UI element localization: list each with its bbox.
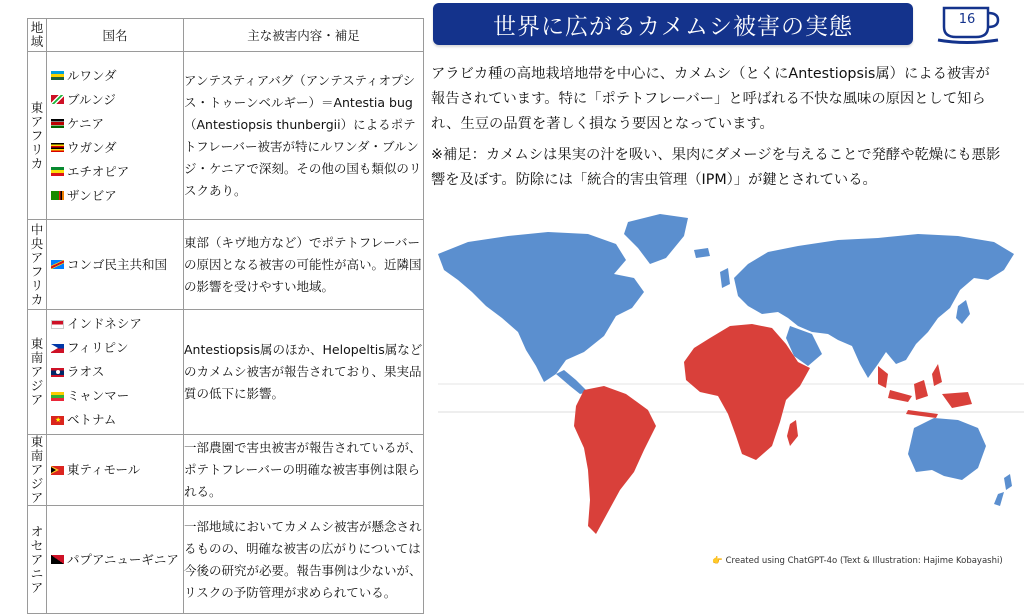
iceland-shape (694, 248, 710, 258)
region-cell: 東 南 ア ジ ア (28, 310, 47, 435)
png-flag-icon (51, 555, 64, 564)
intro-paragraph: アラビカ種の高地栽培地帯を中心に、カメムシ（とくにAntestiopsis属）による被害が報告されています。特に「ポテトフレーバー」と呼ばれる不快な風味の原因として知られ、生豆の品質を著しく損なう要因となっています。 (431, 66, 990, 132)
description-cell: 一部農園で害虫被害が報告されているが、ポテトフレーバーの明確な被害事例は限られる。 (184, 435, 424, 506)
rwanda-flag-icon (51, 71, 64, 80)
list-item (51, 184, 183, 208)
ethiopia-flag-icon (51, 167, 64, 176)
burundi-flag-icon (51, 95, 64, 104)
kenya-flag-icon (51, 119, 64, 128)
greenland-shape (624, 214, 688, 264)
list-item (51, 408, 183, 432)
list-item (51, 360, 183, 384)
list-item (51, 253, 183, 277)
note-paragraph: ※補足：カメムシは果実の汁を吸い、果肉にダメージを与えることで発酵や乾燥にも悪影響を及ぼす。防除には「統合的害虫管理（IPM）」が鍵とされている。 (431, 147, 1001, 188)
list-item (51, 384, 183, 408)
list-item (51, 336, 183, 360)
country-name: ルワンダ (67, 67, 117, 83)
country-name: インドネシア (67, 316, 142, 331)
southeast-asia-affected-shape (878, 364, 972, 418)
world-map (438, 214, 1024, 554)
header-country: 国名 (47, 19, 184, 52)
header-description: 主な被害内容・補足 (184, 19, 424, 52)
myanmar-flag-icon (51, 392, 64, 401)
country-name: ミャンマー (67, 388, 130, 403)
region-cell: 東 南 ア ジ ア (28, 435, 47, 506)
indonesia-flag-icon (51, 320, 64, 329)
country-name: ベトナム (67, 412, 117, 427)
philippines-flag-icon (51, 344, 64, 353)
list-item (51, 136, 183, 160)
region-cell: 中 央 ア フ リ カ (28, 220, 47, 310)
uk-shape (720, 268, 730, 288)
table-row (28, 506, 424, 614)
country-name: パプアニューギニア (67, 551, 179, 567)
country-cell (47, 310, 184, 435)
country-cell (47, 220, 184, 310)
description-cell: 東部（キヴ地方など）でポテトフレーバーの原因となる被害の可能性が高い。近隣国の影響を受けやすい地域。 (184, 220, 424, 310)
north-america-shape (438, 232, 644, 382)
country-name: ケニア (67, 115, 105, 131)
laos-flag-icon (51, 368, 64, 377)
madagascar-affected-shape (787, 420, 798, 446)
timor-leste-flag-icon (51, 466, 64, 475)
description-cell: 一部地域においてカメムシ被害が懸念されるものの、明確な被害の広がりについては今後の研究が必要。報告事例は少ないが、リスクの予防管理が求められている。 (184, 506, 424, 614)
list-item (51, 312, 183, 336)
table-row (28, 220, 424, 310)
list-item (51, 160, 183, 184)
list-item (51, 458, 183, 482)
list-item (51, 112, 183, 136)
description-cell: Antestiopsis属のほか、Helopeltis属などのカメムシ被害が報告されており、果実品質の低下に影響。 (184, 310, 424, 435)
table-row (28, 52, 424, 220)
table-row (28, 435, 424, 506)
list-item (51, 548, 183, 572)
zambia-flag-icon (51, 191, 64, 200)
region-cell: 東 ア フ リ カ (28, 52, 47, 220)
description-cell: アンテスティアバグ（アンテスティオプシス・トゥーンベルギー）＝Antestia bug（Antestiopsis thunbergii）によるポテトフレーバー被害が特にルワンダ・ブルンジ・ケニアで深刻。その他の国も類似のリスクあり。 (184, 52, 424, 220)
header-region: 地域 (28, 19, 47, 52)
japan-shape (956, 300, 970, 324)
country-name: ラオス (67, 364, 105, 379)
damage-table (27, 18, 424, 614)
central-america-shape (556, 370, 588, 394)
slide-title: 世界に広がるカメムシ被害の実態 (433, 3, 913, 45)
table-row (28, 310, 424, 435)
country-name: ウガンダ (67, 139, 117, 155)
pointing-hand-icon: 👉 (712, 556, 723, 566)
country-name: フィリピン (67, 340, 129, 355)
australia-shape (908, 418, 986, 480)
country-cell (47, 435, 184, 506)
table-header-row (28, 19, 424, 52)
vietnam-flag-icon: ★ (51, 416, 64, 425)
region-cell: オ セ ア ニ ア (28, 506, 47, 614)
new-zealand-shape (994, 474, 1012, 506)
list-item (51, 64, 183, 88)
country-name: エチオピア (67, 163, 130, 179)
south-america-affected-shape (574, 386, 656, 534)
list-item (51, 88, 183, 112)
country-name: ブルンジ (67, 91, 116, 107)
country-name: ザンビア (67, 187, 117, 203)
country-cell (47, 506, 184, 614)
credit-line: 👉 Created using ChatGPT-4o (Text & Illustration: Hajime Kobayashi) (712, 556, 1003, 566)
page-number: 16 (958, 12, 976, 27)
country-cell (47, 52, 184, 220)
drc-flag-icon (51, 260, 64, 269)
country-name: コンゴ民主共和国 (67, 256, 168, 272)
uganda-flag-icon (51, 143, 64, 152)
country-name: 東ティモール (67, 462, 141, 477)
